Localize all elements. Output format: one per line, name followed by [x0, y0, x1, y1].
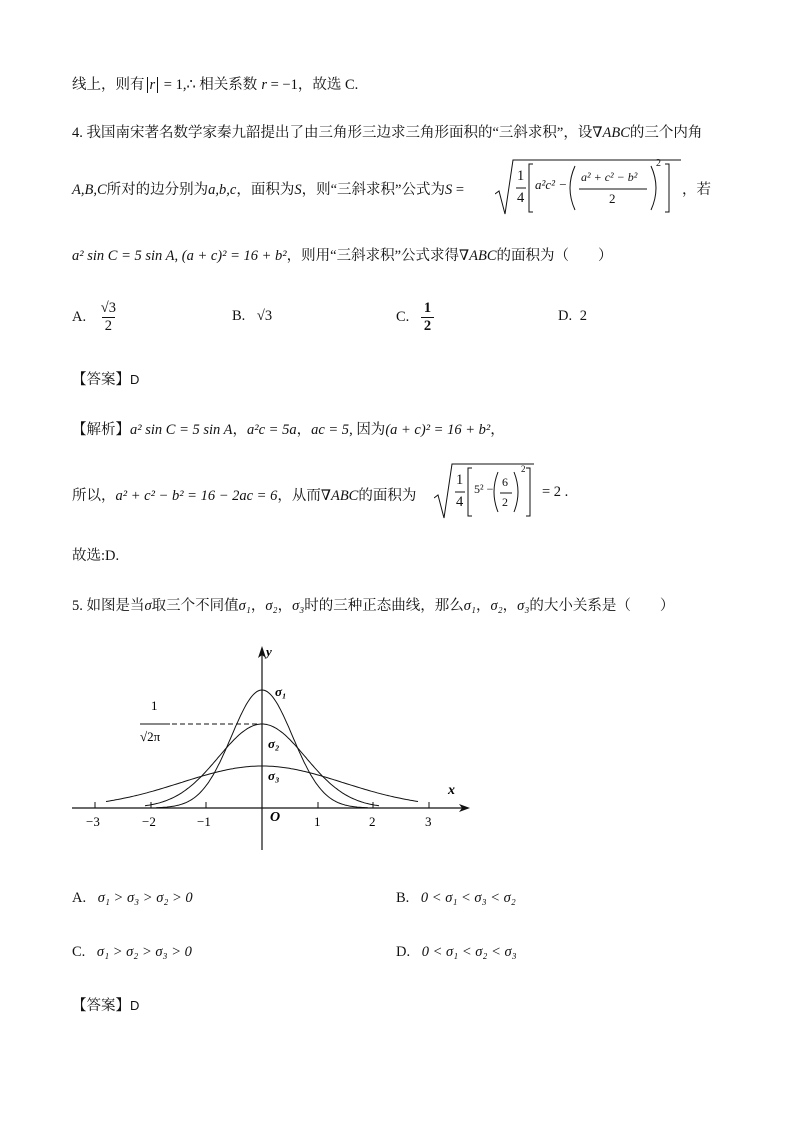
- answer-label: 【答案】: [72, 372, 130, 388]
- text-segment: 5. 如图是当: [72, 598, 145, 614]
- option-label: D.: [396, 944, 411, 960]
- option-label: C.: [396, 308, 410, 325]
- q4-answer: [72, 368, 139, 389]
- q5-option-d[interactable]: [396, 944, 517, 961]
- abs-r: r: [147, 77, 159, 93]
- sigma: σ: [144, 598, 152, 614]
- frac-numerator: a² + c² − b²: [581, 170, 638, 184]
- normal-curves-figure: [60, 638, 480, 858]
- var-s: S: [294, 182, 302, 198]
- tick-label: −1: [197, 814, 211, 829]
- text-segment: 所对的边分别为: [106, 182, 209, 198]
- sigma-2: σ₂: [265, 598, 278, 614]
- q5-answer: [72, 994, 139, 1015]
- prev-solution-line: [72, 73, 358, 94]
- text-segment: 取三个不同值: [151, 598, 239, 614]
- q5-option-c[interactable]: [72, 944, 192, 961]
- option-expr: 0 < σ₁ < σ₃ < σ₂: [420, 890, 516, 906]
- text-segment: 线上，则有: [72, 77, 145, 93]
- q4-option-d[interactable]: [558, 308, 587, 325]
- exponent: 2: [521, 464, 526, 474]
- q4-stem-line3: [72, 244, 613, 265]
- option-value: √3: [256, 308, 273, 324]
- option-expr: σ₁ > σ₂ > σ₃ > 0: [96, 944, 192, 960]
- q5-option-b[interactable]: [396, 890, 516, 907]
- q4-option-a[interactable]: [72, 300, 121, 335]
- option-label: B.: [396, 890, 410, 906]
- curve-label: σ₃: [268, 768, 280, 783]
- frac-denominator: √2π: [140, 729, 161, 744]
- tick-label: 3: [425, 814, 432, 829]
- q4-option-c[interactable]: [396, 300, 436, 335]
- text-segment: 的面积为（ ）: [496, 248, 613, 264]
- curve-label: σ₂: [268, 736, 280, 751]
- frac-numerator: √3: [100, 300, 116, 316]
- frac-one: 1: [456, 472, 464, 488]
- frac-denominator: 2: [421, 317, 434, 335]
- text-segment: 的三个内角: [629, 125, 703, 141]
- frac-denominator: 2: [609, 191, 616, 206]
- sigma-2: σ₂: [490, 598, 503, 614]
- var-r: r: [261, 77, 267, 93]
- triangle-abc: ∇ABC: [592, 125, 630, 141]
- tick-label: −2: [142, 814, 156, 829]
- sigma-1: σ₁: [463, 598, 476, 614]
- var-s: S: [444, 182, 453, 198]
- q4-option-b[interactable]: [232, 308, 272, 325]
- frac-numerator: 6: [502, 475, 508, 489]
- separator: ，: [277, 598, 293, 614]
- option-label: A.: [72, 308, 87, 325]
- condition-1: a² sin C = 5 sin A: [72, 248, 175, 264]
- frac-denominator: 2: [102, 317, 115, 335]
- answer-value: D: [130, 372, 140, 387]
- exponent: 2: [656, 158, 661, 169]
- heron-formula: [495, 158, 681, 216]
- tick-label: 2: [369, 814, 376, 829]
- x-axis-label: x: [448, 783, 455, 798]
- frac-denominator: 2: [502, 495, 508, 509]
- math-step: ac = 5: [311, 422, 350, 438]
- q4-stem-line2: A,B,C所对的边分别为a,b,c，面积为S，则“三斜求积”公式为S =: [72, 182, 465, 198]
- text-segment: ，故选 C.: [297, 77, 359, 93]
- text-segment: ,: [174, 248, 179, 264]
- text-segment: 的大小关系是（ ）: [529, 598, 675, 614]
- area-computation: [434, 462, 542, 520]
- option-value: 2: [579, 308, 587, 324]
- y-axis-label: y: [266, 644, 272, 659]
- text-segment: ，若: [682, 182, 711, 198]
- separator: ，: [475, 598, 491, 614]
- condition-2: (a + c)² = 16 + b²: [181, 248, 287, 264]
- separator: ，: [502, 598, 518, 614]
- sigma-3: σ₃: [517, 598, 530, 614]
- math-step: a² + c² − b² = 16 − 2ac = 6: [115, 488, 278, 504]
- angles-abc: A,B,C: [72, 182, 107, 198]
- option-label: A.: [72, 890, 87, 906]
- frac-numerator: 1: [423, 300, 432, 316]
- text-segment: , 因为: [349, 422, 386, 438]
- origin-label: O: [270, 810, 281, 825]
- frac-one: 1: [517, 168, 525, 184]
- tick-label: −3: [86, 814, 100, 829]
- option-expr: 0 < σ₁ < σ₂ < σ₃: [421, 944, 517, 960]
- area-result: = 2 .: [542, 484, 569, 500]
- sigma-1: σ₁: [238, 598, 251, 614]
- math-step: (a + c)² = 16 + b²: [385, 422, 491, 438]
- answer-value: D: [130, 998, 140, 1013]
- option-label: B.: [232, 308, 246, 324]
- analysis-label: 【解析】: [72, 422, 130, 438]
- q5-stem: [72, 594, 674, 615]
- q4-stem-line1: [72, 121, 702, 142]
- math-step: a²c = 5a: [247, 422, 297, 438]
- term-a2c2: a²c² −: [535, 177, 568, 192]
- text-segment: ，从而: [277, 488, 321, 504]
- frac-four: 4: [456, 494, 464, 510]
- option-label: C.: [72, 944, 86, 960]
- text-segment: 4. 我国南宋著名数学家秦九韶提出了由三角形三边求三角形面积的“三斜求积”，设: [72, 125, 593, 141]
- text-segment: = −1: [266, 77, 298, 93]
- separator: ，: [250, 598, 266, 614]
- option-expr: σ₁ > σ₃ > σ₂ > 0: [97, 890, 193, 906]
- sides-abc: a,b,c: [208, 182, 237, 198]
- text-segment: ，则用“三斜求积”公式求得: [286, 248, 460, 264]
- option-label: D.: [558, 308, 573, 324]
- text-segment: ，则“三斜求积”公式为: [301, 182, 445, 198]
- text-segment: 时的三种正态曲线，那么: [304, 598, 464, 614]
- q5-option-a[interactable]: [72, 890, 193, 907]
- text-segment: ，面积为: [236, 182, 295, 198]
- math-step: a² sin C = 5 sin A: [130, 422, 233, 438]
- q4-analysis: 【解析】a² sin C = 5 sin A，a²c = 5a，ac = 5, 因为(a + c)² = 16 + b²，: [72, 422, 505, 438]
- triangle-abc: ∇ABC: [459, 248, 497, 264]
- sigma-3: σ₃: [292, 598, 305, 614]
- q4-choice: 故选:D.: [72, 548, 120, 564]
- answer-label: 【答案】: [72, 998, 130, 1014]
- text-segment: = 1,∴ 相关系数: [160, 77, 258, 93]
- text-segment: 的面积为: [358, 488, 417, 504]
- sqrt-sign-icon: [495, 158, 681, 216]
- frac-numerator: 1: [151, 698, 158, 713]
- text-segment: 所以，: [72, 488, 116, 504]
- tick-label: 1: [314, 814, 321, 829]
- curve-label: σ₁: [275, 684, 287, 699]
- frac-four: 4: [517, 190, 525, 206]
- triangle-abc: ∇ABC: [320, 488, 359, 504]
- term-five: 5² −: [474, 482, 494, 496]
- q4-analysis-conclusion: [72, 484, 416, 505]
